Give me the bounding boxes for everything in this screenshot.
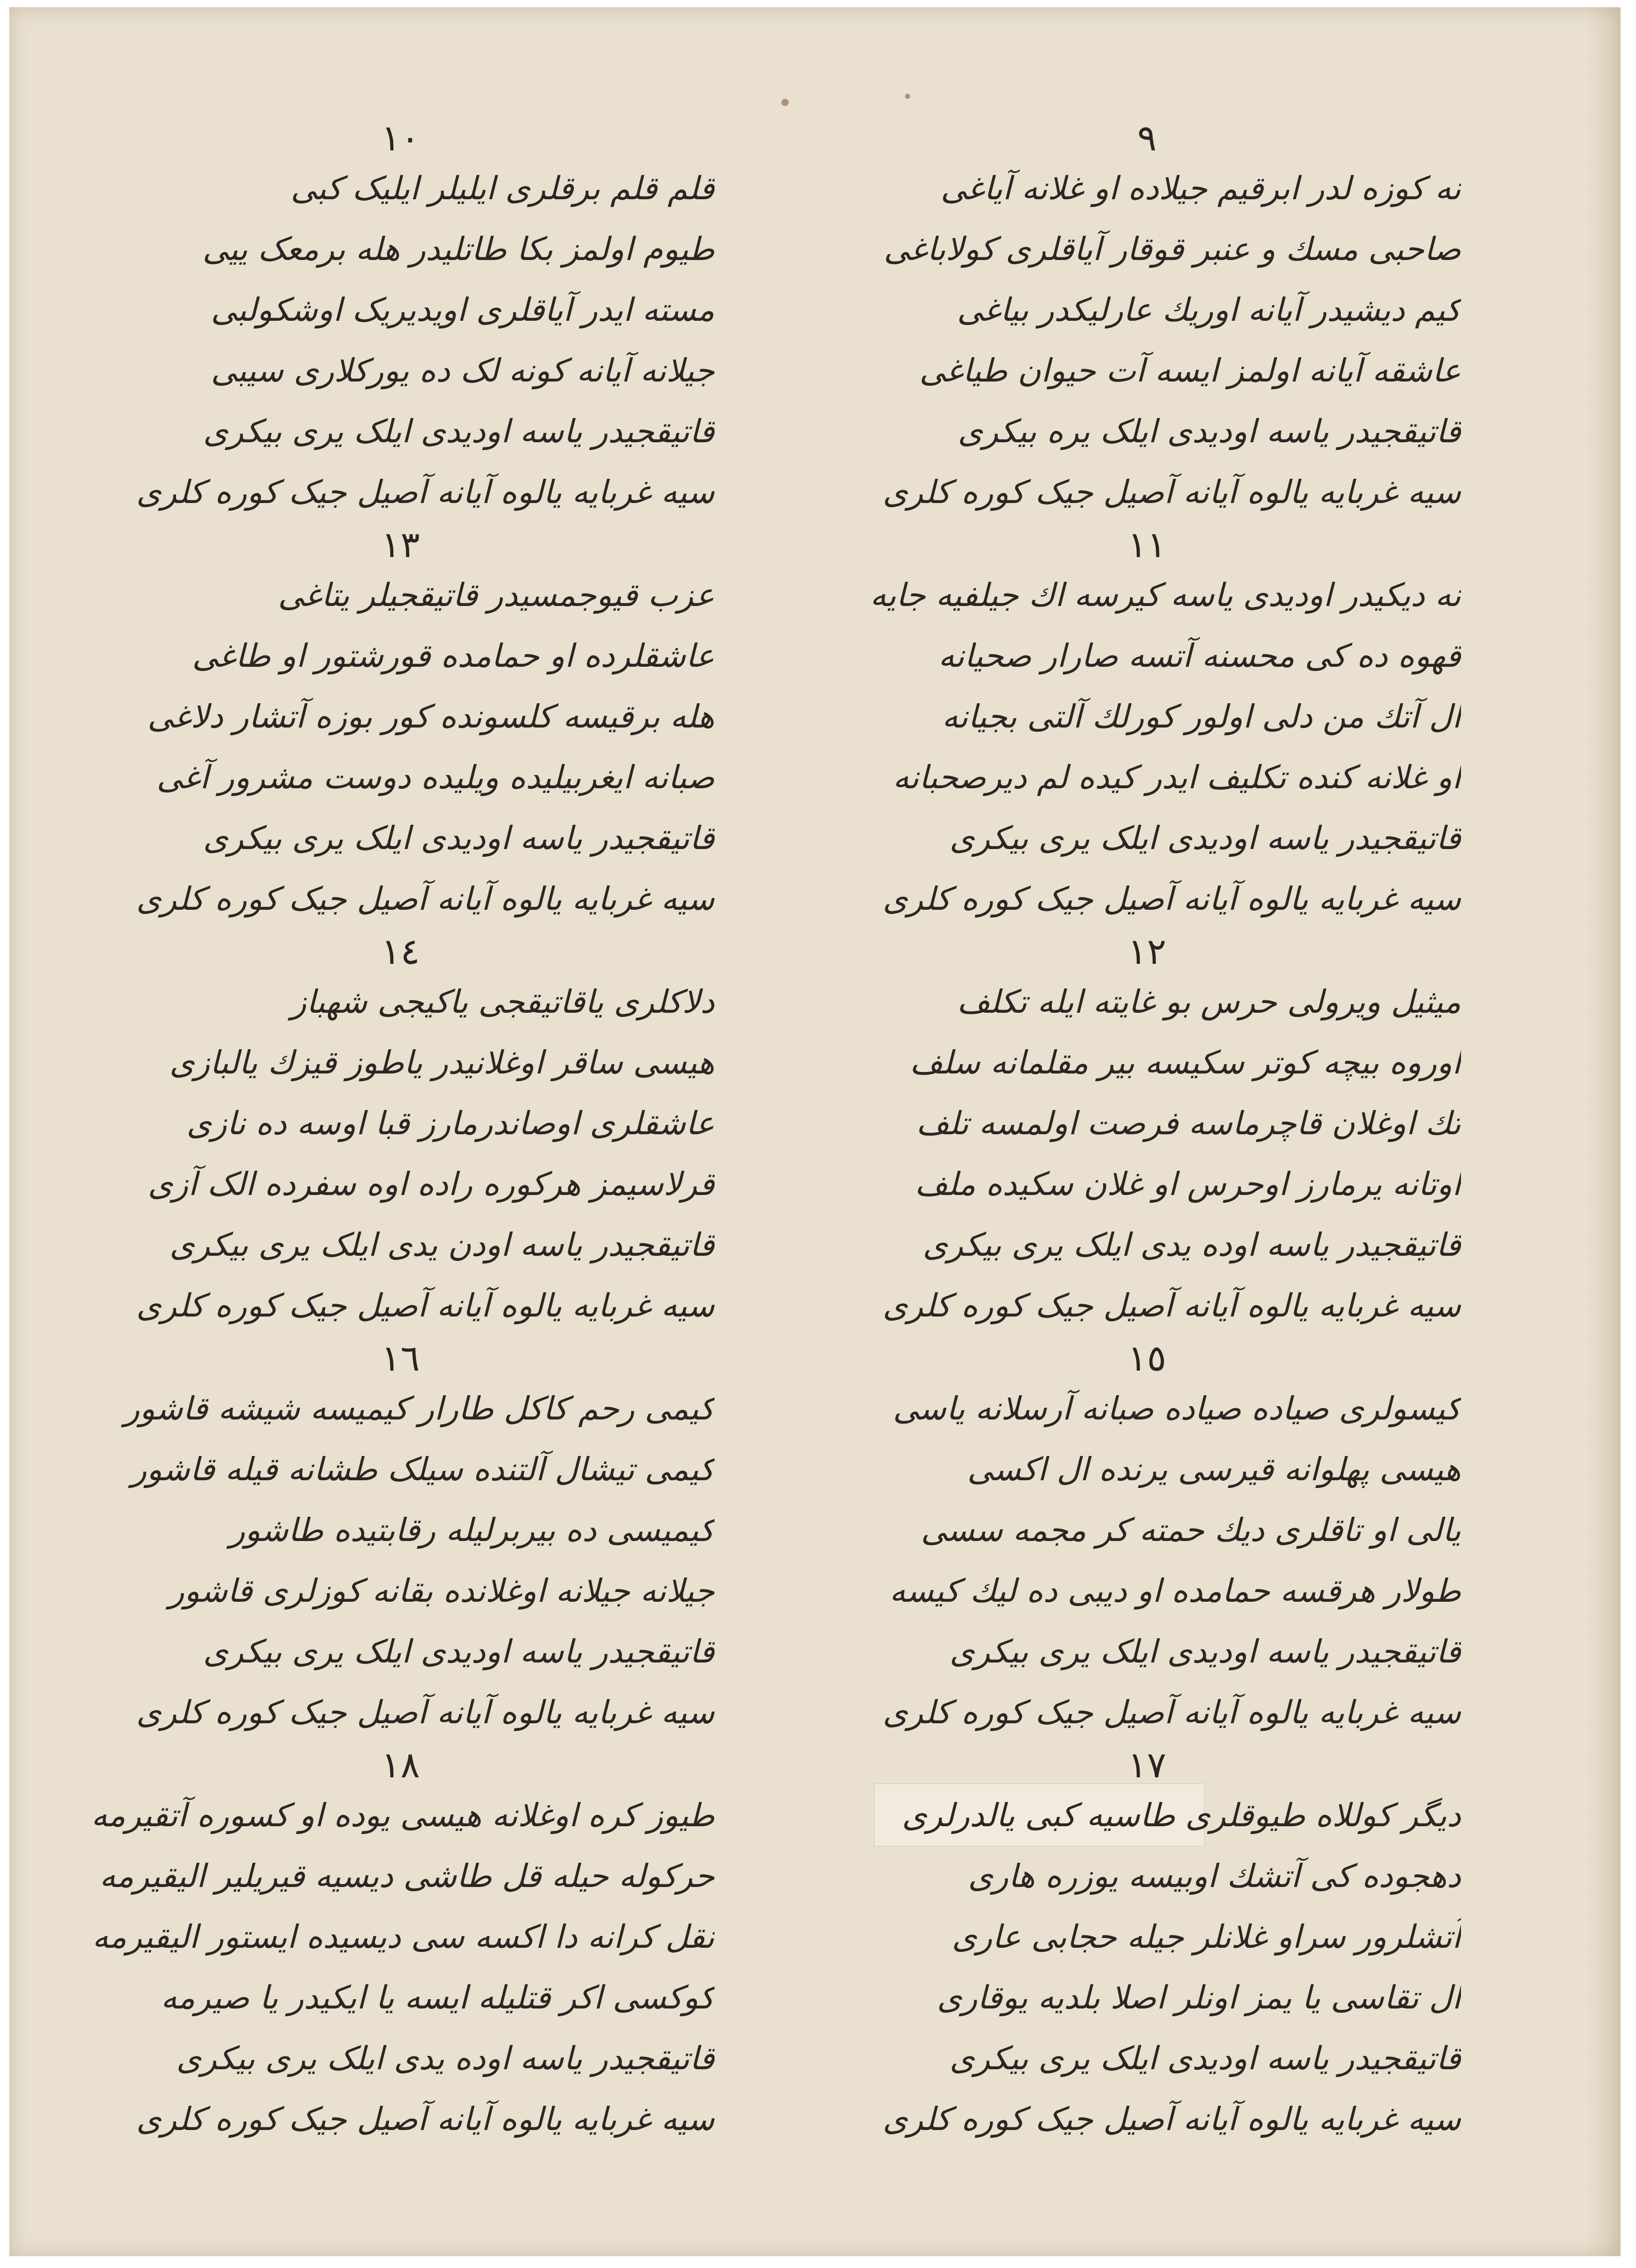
left-column <box>86 118 715 2152</box>
verse-line: قاتیقجیدر یاسه اودیدی ایلک یره بیکری <box>958 412 1461 450</box>
verse-line: کیم دیشیدر آیانه اوریك عارلیکدر بیاغی <box>957 291 1461 328</box>
verse-line: هیسی ساقر اوغلانیدر یاطوز قیزك یالبازی <box>169 1044 715 1081</box>
verse-line: عاشقلرده او حمامده قورشتور او طاغی <box>192 637 715 674</box>
stanza <box>86 1338 715 1745</box>
verse-line: کیسولری صیاده صیاده صبانه آرسلانه یاسی <box>893 1390 1461 1427</box>
stanza-number: ١٢ <box>1127 930 1167 973</box>
verse-line: قاتیقجیدر یاسه اودن یدی ایلک یری بیکری <box>169 1226 715 1263</box>
verse-line: جیلانه جیلانه اوغلانده بقانه کوزلری قاشور <box>168 1572 715 1609</box>
verse-line: اوروه بیچه کوتر سکیسه بیر مقلمانه سلف <box>910 1044 1461 1081</box>
verse-line: قاتیقجیدر یاسه اوده یدی ایلک یری بیکری <box>176 2039 715 2077</box>
manuscript-page <box>9 7 1621 2256</box>
verse-line: سیه غربایه یالوه آیانه آصیل جیک کوره کلری <box>136 2100 715 2138</box>
verse-line: هله برقیسه کلسونده کور بوزه آتشار دلاغی <box>147 698 715 735</box>
verse-line: سیه غربایه یالوه آیانه آصیل جیک کوره کلری <box>136 473 715 511</box>
verse-line: صبانه ایغربیلیده ویلیده دوست مشرور آغی <box>156 758 715 796</box>
verse-line: او غلانه کنده تکلیف ایدر کیده لم دیرصحبانه <box>893 758 1461 796</box>
verse-line: عاشقلری اوصاندرمارز قبا اوسه ده نازی <box>186 1104 715 1142</box>
verse-line: آتشلرور سراو غلانلر جیله حجابی عاری <box>951 1918 1461 1955</box>
verse-line: عزب قیوجمسیدر قاتیقجیلر یتاغی <box>277 576 715 614</box>
verse-line: مسته ایدر آیاقلری اویدیریک اوشکولبی <box>211 291 715 328</box>
verse-line: کوکسی اکر قتلیله ایسه یا ایکیدر یا صیرمه <box>161 1979 715 2016</box>
verse-line: تك اوغلان قاچرماسه فرصت اولمسه تلف <box>916 1104 1461 1142</box>
verse-line: سیه غربایه یالوه آیانه آصیل جیک کوره کلری <box>136 880 715 917</box>
verse-line: میثیل ویرولی حرس بو غایته ایله تکلف <box>957 983 1461 1020</box>
stanza-number: ١٥ <box>1127 1337 1167 1379</box>
stanza <box>86 1745 715 2152</box>
verse-line: اوتانه یرمارز اوحرس او غلان سکیده ملف <box>915 1165 1461 1203</box>
verse-line: سیه غربایه یالوه آیانه آصیل جیک کوره کلری <box>882 1693 1461 1731</box>
verse-line: قاتیقجیدر یاسه اودیدی ایلک یری بیکری <box>203 1633 715 1670</box>
ink-stain <box>905 94 910 99</box>
verse-line: کیمیسی ده بیربرلیله رقابتیده طاشور <box>229 1511 715 1549</box>
stanza <box>833 931 1461 1338</box>
verse-line: سیه غربایه یالوه آیانه آصیل جیک کوره کلری <box>882 1287 1461 1324</box>
stanza-number: ١٠ <box>381 117 420 159</box>
verse-line: طیوم اولمز بکا طاتلیدر هله برمعک ییی <box>202 230 715 268</box>
verse-line: حرکوله حیله قل طاشی دیسیه قیریلیر الیقیرمه <box>99 1857 715 1895</box>
verse-line: سیه غربایه یالوه آیانه آصیل جیک کوره کلری <box>136 1693 715 1731</box>
verse-line: جیلانه آیانه کونه لک ده یورکلاری سیبی <box>211 352 715 389</box>
verse-line: یالی او تاقلری دیك حمته کر مجمه سسی <box>920 1511 1461 1549</box>
stanza <box>86 525 715 931</box>
stanza-number: ١٤ <box>381 930 420 973</box>
verse-line: سیه غربایه یالوه آیانه آصیل جیک کوره کلری <box>882 473 1461 511</box>
verse-line: کیمی رحم کاکل طارار کیمیسه شیشه قاشور <box>124 1390 715 1427</box>
verse-line: ال تقاسی یا یمز اونلر اصلا بلدیه یوقاری <box>937 1979 1461 2016</box>
verse-line: صاحبی مسك و عنبر قوقار آیاقلری کولاباغی <box>883 230 1461 268</box>
verse-line: ال آتك من دلی اولور کورلك آلتی بجیانه <box>942 698 1461 735</box>
stanza <box>833 118 1461 525</box>
verse-line: قاتیقجیدر یاسه اودیدی ایلک یری بیکری <box>203 412 715 450</box>
stanza-number: ٩ <box>1137 117 1157 159</box>
verse-line: طیوز کره اوغلانه هیسی یوده او کسوره آتقیرمه <box>91 1796 715 1834</box>
verse-line: دلاکلری یاقاتیقجی یاکیجی شهباز <box>291 983 715 1020</box>
verse-line: قاتیقجیدر یاسه اودیدی ایلک یری بیکری <box>949 819 1461 857</box>
verse-line: نه کوزه لدر ابرقیم جیلاده او غلانه آیاغی <box>941 169 1461 207</box>
stanza-number: ١٦ <box>381 1337 420 1379</box>
stanza <box>86 118 715 525</box>
verse-line: دهجوده کی آتشك اوبیسه یوزره هاری <box>968 1857 1461 1895</box>
right-column <box>833 118 1461 2152</box>
verse-line: قاتیقجیدر یاسه اودیدی ایلک یری بیکری <box>203 819 715 857</box>
verse-line: سیه غربایه یالوه آیانه آصیل جیک کوره کلری <box>136 1287 715 1324</box>
verse-line: کیمی تیشال آلتنده سیلک طشانه قیله قاشور <box>131 1450 715 1488</box>
stanza <box>86 931 715 1338</box>
verse-line: هیسی پهلوانه قیرسی یرنده ال اکسی <box>967 1450 1461 1488</box>
verse-line: سیه غربایه یالوه آیانه آصیل جیک کوره کلری <box>882 880 1461 917</box>
verse-line: قاتیقجیدر یاسه اوده یدی ایلک یری بیکری <box>923 1226 1461 1263</box>
verse-line: قهوه ده کی محسنه آتسه صارار صحیانه <box>938 637 1461 674</box>
verse-line: سیه غربایه یالوه آیانه آصیل جیک کوره کلری <box>882 2100 1461 2138</box>
verse-line: قاتیقجیدر یاسه اودیدی ایلک یری بیکری <box>949 1633 1461 1670</box>
stanza-number: ١٧ <box>1127 1744 1167 1786</box>
stanza-number: ١٣ <box>381 524 420 566</box>
stanza <box>833 1745 1461 2152</box>
verse-line: نقل کرانه دا اکسه سی دیسیده ایستور الیقیرمه <box>92 1918 715 1955</box>
verse-line: نه دیکیدر اودیدی یاسه کیرسه اك جیلفیه جایه <box>870 576 1461 614</box>
stanza <box>833 1338 1461 1745</box>
stanza-number: ١٨ <box>381 1744 420 1786</box>
verse-line: قاتیقجیدر یاسه اودیدی ایلک یری بیکری <box>949 2039 1461 2077</box>
ink-stain <box>781 99 789 106</box>
verse-line: دیگر کوللاه طیوقلری طاسیه کبی یالدرلری <box>902 1796 1461 1834</box>
verse-line: قلم قلم برقلری ایلیلر ایلیک کبی <box>290 169 715 207</box>
verse-line: طولار هرقسه حمامده او دیبی ده لیك کیسه <box>889 1572 1461 1609</box>
verse-line: قرلاسیمز هرکوره راده اوه سفرده الک آزی <box>148 1165 715 1203</box>
stanza-number: ١١ <box>1127 524 1167 566</box>
verse-line: عاشقه آیانه اولمز ایسه آت حیوان طیاغی <box>919 352 1461 389</box>
stanza <box>833 525 1461 931</box>
